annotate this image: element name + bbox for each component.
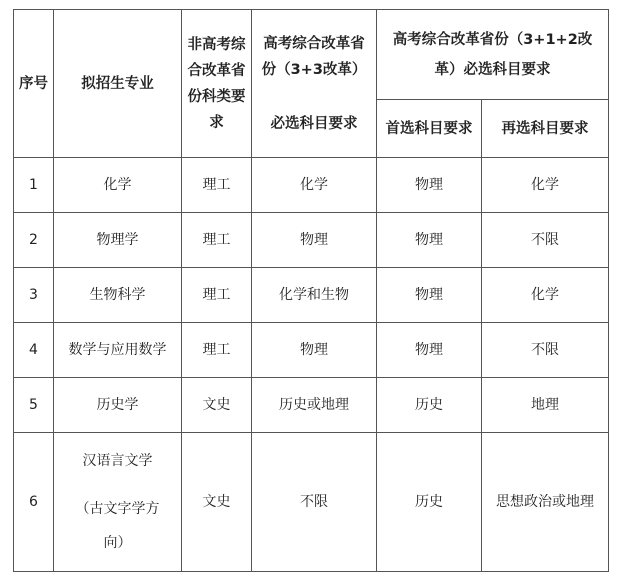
cell-category: 理工 xyxy=(182,158,252,213)
cell-first-choice: 物理 xyxy=(377,213,482,268)
header-non-reform xyxy=(182,10,252,158)
cell-major: 历史学 xyxy=(54,378,182,433)
header-reform-312 xyxy=(377,10,609,100)
cell-first-choice: 历史 xyxy=(377,433,482,572)
cell-req33: 历史或地理 xyxy=(252,378,377,433)
cell-second-choice: 不限 xyxy=(482,323,609,378)
cell-seq: 4 xyxy=(14,323,54,378)
header-reform-33 xyxy=(252,10,377,158)
header-reform-312-line: 革）必选科目要求 xyxy=(434,61,551,78)
cell-req33: 不限 xyxy=(252,433,377,572)
cell-major: 化学 xyxy=(54,158,182,213)
cell-second-choice: 化学 xyxy=(482,158,609,213)
header-non-reform-line: 合改革省 xyxy=(187,62,246,79)
cell-major xyxy=(54,433,182,572)
header-non-reform-line: 求 xyxy=(209,114,224,131)
cell-second-choice: 地理 xyxy=(482,378,609,433)
header-first-choice: 首选科目要求 xyxy=(377,100,482,158)
table-row xyxy=(14,433,609,572)
cell-category: 理工 xyxy=(182,268,252,323)
cell-first-choice: 物理 xyxy=(377,323,482,378)
cell-category: 文史 xyxy=(182,433,252,572)
header-seq: 序号 xyxy=(14,10,54,158)
cell-req33: 化学和生物 xyxy=(252,268,377,323)
cell-seq: 6 xyxy=(14,433,54,572)
table-row xyxy=(14,213,609,268)
cell-second-choice: 思想政治或地理 xyxy=(482,433,609,572)
table-row xyxy=(14,378,609,433)
cell-major: 生物科学 xyxy=(54,268,182,323)
cell-seq: 2 xyxy=(14,213,54,268)
cell-first-choice: 物理 xyxy=(377,268,482,323)
cell-category: 文史 xyxy=(182,378,252,433)
cell-seq: 1 xyxy=(14,158,54,213)
table-row xyxy=(14,158,609,213)
cell-major-line: 向） xyxy=(103,535,132,551)
cell-seq: 5 xyxy=(14,378,54,433)
admission-requirements-table xyxy=(13,9,609,572)
cell-req33: 化学 xyxy=(252,158,377,213)
cell-second-choice: 不限 xyxy=(482,213,609,268)
header-reform-33-sub: 必选科目要求 xyxy=(270,115,358,132)
table-row xyxy=(14,268,609,323)
cell-req33: 物理 xyxy=(252,323,377,378)
cell-req33: 物理 xyxy=(252,213,377,268)
header-reform-312-line: 高考综合改革省份（3+1+2改 xyxy=(392,31,593,48)
cell-first-choice: 历史 xyxy=(377,378,482,433)
header-major: 拟招生专业 xyxy=(54,10,182,158)
cell-category: 理工 xyxy=(182,323,252,378)
cell-category: 理工 xyxy=(182,213,252,268)
table-row xyxy=(14,323,609,378)
cell-major: 数学与应用数学 xyxy=(54,323,182,378)
cell-seq: 3 xyxy=(14,268,54,323)
cell-first-choice: 物理 xyxy=(377,158,482,213)
cell-major: 物理学 xyxy=(54,213,182,268)
cell-second-choice: 化学 xyxy=(482,268,609,323)
cell-major-line: （古文字学方 xyxy=(75,501,160,517)
header-second-choice: 再选科目要求 xyxy=(482,100,609,158)
header-reform-33-line: 份（3+3改革） xyxy=(261,61,367,78)
cell-major-line: 汉语言文学 xyxy=(82,453,153,469)
header-non-reform-line: 份科类要 xyxy=(187,88,246,105)
header-reform-33-line: 高考综合改革省 xyxy=(263,35,365,52)
header-non-reform-line: 非高考综 xyxy=(187,36,246,53)
